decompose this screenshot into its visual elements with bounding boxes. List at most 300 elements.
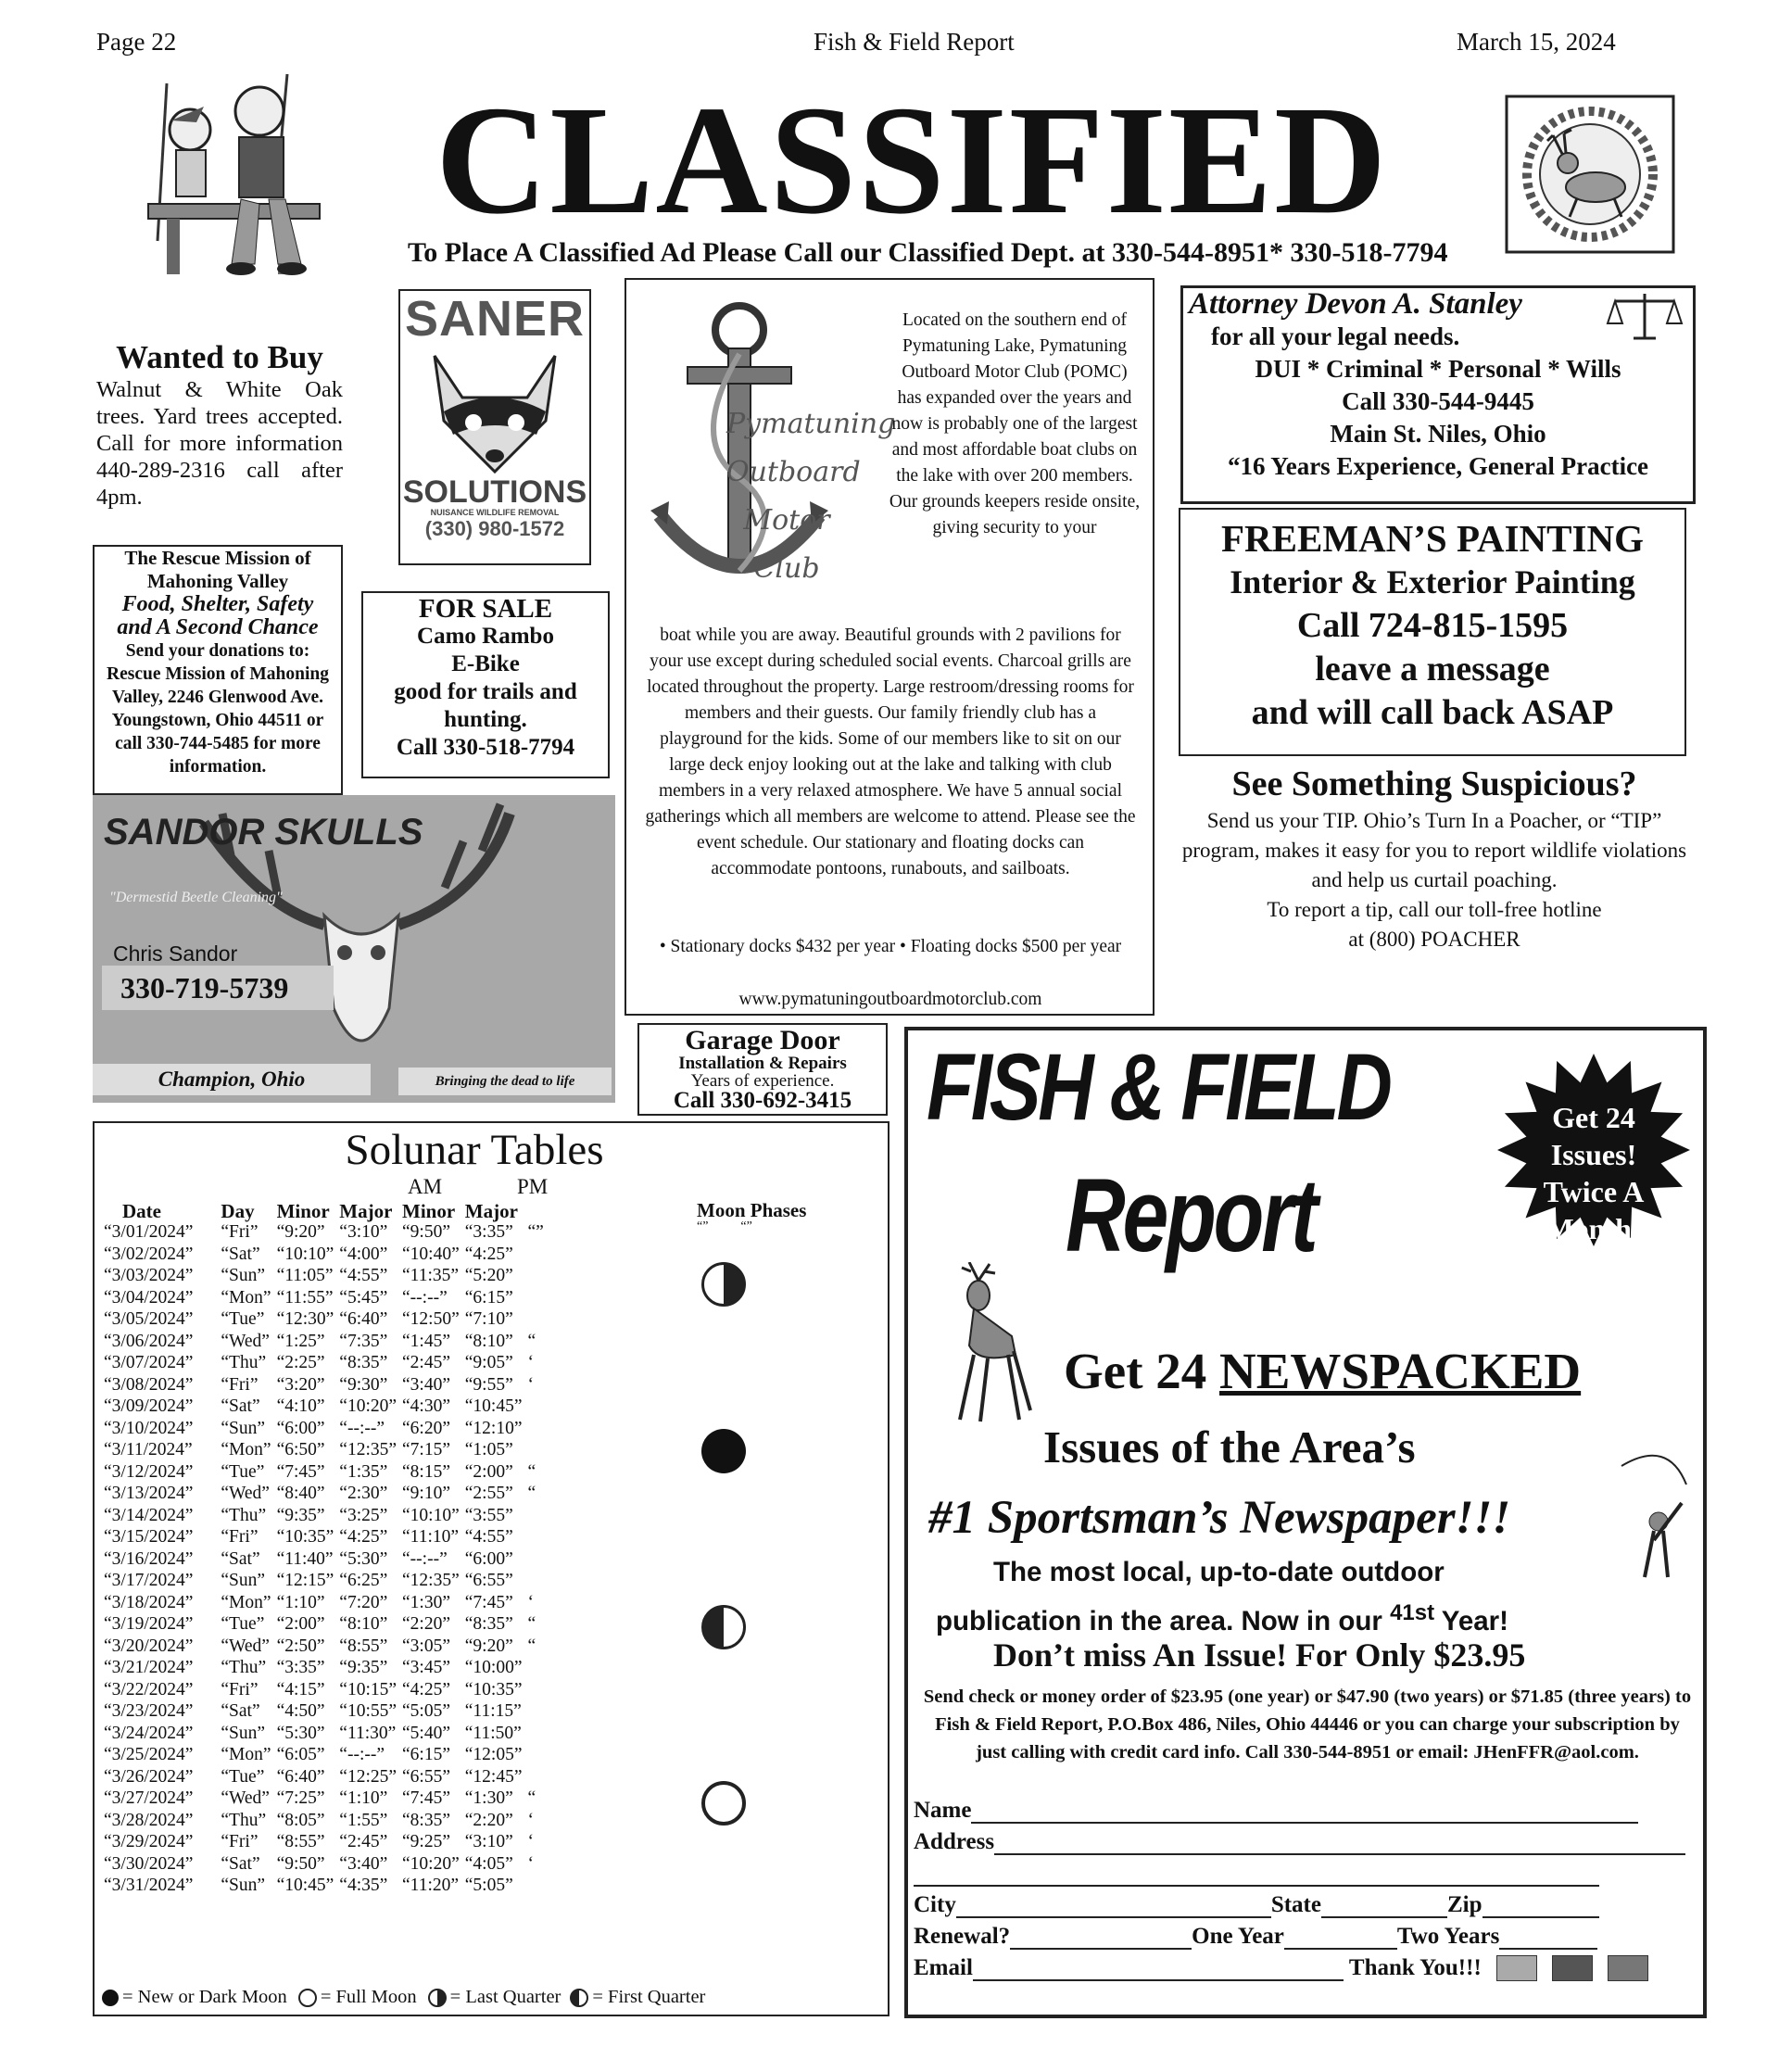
table-cell: “5:45” (339, 1287, 388, 1308)
ff-line5 (936, 1596, 1508, 1639)
table-cell: “4:25” (402, 1679, 451, 1699)
publication-name: Fish & Field Report (814, 28, 1015, 56)
table-cell (528, 1766, 549, 1788)
table-cell: “7:45” (464, 1592, 513, 1612)
table-cell: “6:25” (339, 1571, 388, 1590)
table-cell: “Sat” (221, 1853, 260, 1874)
table-cell: “3/10/2024” (104, 1418, 194, 1438)
table-cell: “Tue” (221, 1614, 265, 1634)
table-cell: “11:05” (276, 1266, 334, 1285)
freeman-title: FREEMAN’S PAINTING (1221, 517, 1644, 560)
table-cell: ‘ (527, 1853, 534, 1874)
table-cell: “Mon” (221, 1592, 271, 1612)
table-cell: “3/19/2024” (104, 1614, 194, 1634)
table-cell: “10:55” (339, 1701, 397, 1721)
attorney-line4: Main St. Niles, Ohio (1330, 420, 1546, 448)
solunar-am-label: AM (408, 1175, 443, 1198)
table-cell: “9:35” (276, 1505, 325, 1525)
table-row (104, 1875, 549, 1897)
table-cell: “5:05” (402, 1701, 451, 1721)
table-cell (528, 1439, 549, 1461)
full-moon-icon (701, 1781, 746, 1826)
table-cell: “9:20” (276, 1222, 325, 1242)
ff-line1 (1064, 1342, 1581, 1401)
legend-last-quarter: = Last Quarter (449, 1987, 561, 2007)
saner-ad (398, 289, 591, 565)
freeman-line1: Interior & Exterior Painting (1230, 563, 1635, 600)
table-cell: “Wed” (221, 1636, 270, 1656)
table-cell: “10:45” (464, 1396, 523, 1416)
table-cell: “3/14/2024” (104, 1505, 194, 1525)
subscription-ad (904, 1027, 1707, 2018)
table-cell: “8:55” (276, 1832, 325, 1851)
starburst-text: Get 24 Issues! Twice A Month! (1543, 1101, 1645, 1245)
table-cell: “4:25” (339, 1527, 388, 1547)
table-cell: ‘ (527, 1592, 534, 1612)
table-cell: “3/12/2024” (104, 1461, 194, 1482)
table-cell: “3:40” (339, 1853, 388, 1874)
table-cell: “3/21/2024” (104, 1658, 194, 1677)
table-cell: “8:10” (464, 1331, 513, 1351)
pomc-bottom-text: boat while you are away. Beautiful grounds with 2 pavilions for your use except during scheduled social events. Charcoal grills are located throughout the property. Large restroom/dressing rooms for members and their guests. Our family friendly club has a playground for the kids. Some of our members like to sit on our large deck enjoy looking out at the lake and talking with club members in a very relaxed atmosphere. We have 5 annual social gatherings which all members are welcome to attend. Please see the event schedule. Our stationary and floating docks can accommodate pontoons, runabouts, and sailboats. (645, 625, 1136, 878)
table-cell (528, 1287, 549, 1309)
table-cell: “6:40” (339, 1309, 388, 1329)
table-cell: “11:50” (464, 1723, 522, 1743)
sandor-location: Champion, Ohio (93, 1064, 371, 1095)
subscription-form (914, 1792, 1701, 1981)
for-sale-line2: E-Bike (451, 651, 520, 676)
raccoon-icon (407, 347, 583, 476)
table-cell: “Sat” (221, 1701, 260, 1721)
table-cell: “Tue” (221, 1461, 265, 1482)
col-day: Day (221, 1200, 255, 1222)
suspicious-title: See Something Suspicious? (1231, 764, 1637, 803)
for-sale-line3: good for trails and hunting. (394, 679, 577, 732)
full-moon-legend-icon (298, 1989, 317, 2007)
table-cell: “7:25” (276, 1788, 325, 1808)
table-row (104, 1853, 549, 1876)
rescue-slogan1: Food, Shelter, Safety (121, 592, 314, 616)
table-row (104, 1331, 549, 1353)
table-cell: “ (527, 1331, 536, 1351)
table-cell: “3/02/2024” (104, 1244, 194, 1264)
table-cell: “Sun” (221, 1266, 266, 1285)
table-cell: “3:45” (402, 1658, 451, 1677)
table-row (104, 1723, 549, 1745)
city-field[interactable] (956, 1896, 1271, 1918)
table-cell (528, 1723, 549, 1745)
table-cell: “2:30” (339, 1484, 388, 1503)
for-sale-ad (361, 591, 610, 778)
table-cell: “Mon” (221, 1287, 271, 1308)
table-cell: “10:20” (402, 1853, 460, 1874)
table-cell: “2:50” (276, 1636, 325, 1656)
table-cell: “6:00” (464, 1548, 513, 1569)
table-cell: “8:15” (402, 1461, 451, 1482)
table-cell (528, 1418, 549, 1440)
table-cell: “ (527, 1614, 536, 1634)
table-row (104, 1505, 549, 1527)
table-cell: “8:35” (464, 1614, 513, 1634)
table-cell: “4:50” (276, 1701, 325, 1721)
table-cell: “3/25/2024” (104, 1745, 194, 1764)
table-cell: “4:25” (464, 1244, 513, 1264)
table-cell: “Thu” (221, 1353, 267, 1372)
table-cell: “3/18/2024” (104, 1592, 194, 1612)
table-row (104, 1374, 549, 1396)
city-label: City (914, 1892, 956, 1917)
rescue-body: Send your donations to: Rescue Mission of Mahoning Valley, 2246 Glenwood Ave. Youngstown, Ohio 44511 or call 330-744-5485 for more information. (107, 641, 329, 777)
state-field[interactable] (1321, 1896, 1447, 1918)
ff-line3: #1 Sportsman’s Newspaper!!! (928, 1492, 1511, 1544)
table-cell: “Sat” (221, 1396, 260, 1416)
table-cell: “Fri” (221, 1832, 259, 1851)
table-cell: “3/11/2024” (104, 1440, 193, 1459)
table-cell: “1:45” (402, 1331, 451, 1351)
legend-new-moon: = New or Dark Moon (122, 1987, 287, 2007)
table-cell: “5:30” (339, 1548, 388, 1569)
table-cell: “10:20” (339, 1396, 397, 1416)
table-cell: “5:40” (402, 1723, 451, 1743)
attorney-line2: DUI * Criminal * Personal * Wills (1255, 355, 1621, 383)
table-cell: “4:00” (339, 1244, 388, 1264)
table-cell: “3:05” (402, 1636, 451, 1656)
col-date: Date (122, 1200, 161, 1222)
ff-logo-line2: Report (1066, 1157, 1316, 1273)
table-cell: “12:15” (276, 1571, 334, 1590)
table-cell (528, 1744, 549, 1766)
table-cell: “5:30” (276, 1723, 325, 1743)
table-cell: “3/24/2024” (104, 1723, 194, 1743)
new-moon-icon (701, 1429, 746, 1473)
classified-title: CLASSIFIED (435, 74, 1389, 246)
email-field[interactable] (973, 1959, 1344, 1981)
table-cell: “12:45” (464, 1766, 523, 1787)
table-cell: “9:55” (464, 1374, 513, 1395)
table-cell: “9:10” (402, 1484, 451, 1503)
garage-phone: Call 330-692-3415 (673, 1088, 852, 1113)
table-cell: “--:--” (339, 1745, 385, 1764)
two-years-field[interactable] (1499, 1927, 1597, 1950)
rescue-slogan2: and A Second Chance (117, 615, 319, 639)
table-cell: “9:50” (402, 1222, 451, 1242)
table-row (104, 1657, 549, 1679)
table-cell: “6:40” (276, 1766, 325, 1787)
renewal-field[interactable] (1010, 1927, 1192, 1950)
address-field[interactable] (994, 1833, 1685, 1855)
ff-line5-b: 41st (1390, 1600, 1435, 1625)
table-cell: “Thu” (221, 1658, 267, 1677)
zip-field[interactable] (1482, 1896, 1599, 1918)
table-cell: “10:45” (276, 1876, 334, 1895)
table-cell: “4:15” (276, 1679, 325, 1699)
table-cell: “Sun” (221, 1876, 266, 1895)
fishing-kids-illustration (139, 65, 334, 283)
table-cell: “5:20” (464, 1266, 513, 1285)
table-cell: “7:10” (464, 1309, 513, 1329)
table-cell: “12:10” (464, 1418, 523, 1438)
table-row (104, 1287, 549, 1309)
table-cell: “12:50” (402, 1309, 460, 1329)
table-cell: “9:05” (464, 1353, 513, 1372)
table-cell: “6:55” (464, 1571, 513, 1590)
table-cell: “11:40” (276, 1548, 334, 1569)
table-cell: “12:25” (339, 1766, 397, 1787)
table-cell: “6:05” (276, 1745, 325, 1764)
new-moon-legend-icon (102, 1990, 119, 2006)
mastercard-icon (1552, 1955, 1593, 1981)
table-cell: “3/26/2024” (104, 1766, 194, 1787)
table-cell: “ (527, 1484, 536, 1503)
sandor-slogan: Bringing the dead to life (398, 1068, 612, 1095)
state-label: State (1270, 1892, 1321, 1917)
suspicious-ad (1175, 762, 1694, 954)
name-field[interactable] (971, 1801, 1638, 1824)
ff-line2: Issues of the Area’s (1043, 1421, 1416, 1472)
table-cell (528, 1244, 549, 1266)
table-row (104, 1265, 549, 1287)
table-cell: “1:25” (276, 1331, 325, 1351)
table-cell: “10:35” (464, 1679, 523, 1699)
table-cell: “--:--” (402, 1287, 448, 1308)
table-cell: “2:00” (276, 1614, 325, 1634)
email-label: Email (914, 1955, 973, 1980)
table-row (104, 1613, 549, 1636)
freeman-painting-ad (1179, 508, 1686, 756)
pomc-prices: • Stationary docks $432 per year • Floating docks $500 per year (659, 937, 1122, 956)
table-cell: “2:25” (276, 1353, 325, 1372)
table-cell: “--:--” (402, 1548, 448, 1569)
renewal-label: Renewal? (914, 1924, 1011, 1949)
table-row (104, 1461, 549, 1484)
last-quarter-moon-icon (701, 1262, 746, 1307)
table-row (104, 1810, 549, 1832)
table-cell: “8:35” (402, 1810, 451, 1830)
for-sale-phone: Call 330-518-7794 (396, 735, 575, 760)
freeman-line3: leave a message (1315, 650, 1550, 689)
table-cell: “10:00” (464, 1658, 523, 1677)
col-major-pm: Major (464, 1200, 518, 1222)
moon-legend (102, 1987, 705, 2008)
table-row (104, 1744, 549, 1766)
place-ad-line: To Place A Classified Ad Please Call our Classified Dept. at 330-544-8951* 330-518-7794 (408, 237, 1448, 268)
table-cell: “6:15” (402, 1745, 451, 1764)
table-cell: “7:45” (276, 1461, 325, 1482)
one-year-field[interactable] (1284, 1927, 1397, 1950)
table-cell: “3:10” (339, 1222, 388, 1242)
ff-line1-a: Get 24 (1064, 1343, 1220, 1399)
table-cell: “8:35” (339, 1353, 388, 1372)
table-cell (528, 1505, 549, 1527)
attorney-line1: for all your legal needs. (1211, 322, 1460, 350)
garage-line2: Years of experience. (690, 1071, 835, 1091)
table-cell: “6:20” (402, 1418, 451, 1438)
table-cell: “9:25” (402, 1832, 451, 1851)
table-cell: “Thu” (221, 1505, 267, 1525)
attorney-line3: Call 330-544-9445 (1342, 387, 1534, 415)
ff-line1-b: NEWSPACKED (1219, 1343, 1582, 1399)
attorney-ad (1180, 285, 1696, 504)
table-cell: “Fri” (221, 1222, 259, 1242)
table-cell: “Wed” (221, 1484, 270, 1503)
table-row (104, 1352, 549, 1374)
for-sale-line1: Camo Rambo (417, 624, 554, 649)
wanted-body: Walnut & White Oak trees. Yard trees accepted. Call for more information 440-289-2316 call after 4pm. (96, 377, 343, 510)
table-cell: “3:55” (464, 1505, 513, 1525)
table-cell: “3/03/2024” (104, 1266, 194, 1285)
garage-line1: Installation & Repairs (678, 1054, 847, 1073)
table-row (104, 1396, 549, 1418)
deer-icon (923, 1262, 1034, 1429)
table-cell: “2:20” (402, 1614, 451, 1634)
attorney-line5: “16 Years Experience, General Practice (1227, 452, 1649, 480)
table-cell: “1:30” (464, 1788, 513, 1808)
table-cell: “2:20” (464, 1810, 513, 1830)
table-cell: “8:55” (339, 1636, 388, 1656)
two-years-label: Two Years (1396, 1924, 1500, 1949)
table-cell: “9:35” (339, 1658, 388, 1677)
table-cell: “7:35” (339, 1331, 388, 1351)
table-cell: “Sun” (221, 1723, 266, 1743)
table-cell: “7:15” (402, 1440, 451, 1459)
table-cell: “3:35” (464, 1222, 513, 1242)
ff-body: Send check or money order of $23.95 (one year) or $47.90 (two years) or $71.85 (three years) to Fish & Field Report, P.O.Box 486, Niles, Ohio 44446 or you can charge your subscription by just calling with credit card info. Call 330-544-8951 or email: JHenFFR@aol.com. (923, 1687, 1692, 1762)
solunar-table (104, 1201, 549, 1897)
table-cell: “11:35” (402, 1266, 460, 1285)
zip-label: Zip (1446, 1892, 1482, 1917)
table-cell: “12:35” (339, 1440, 397, 1459)
table-cell: “4:10” (276, 1396, 325, 1416)
table-cell: “3:20” (276, 1374, 325, 1395)
table-cell: “4:35” (339, 1876, 388, 1895)
table-cell: “4:55” (464, 1527, 513, 1547)
freeman-phone: Call 724-815-1595 (1296, 606, 1569, 645)
rescue-mission-ad (93, 545, 343, 795)
ff-line6: Don’t miss An Issue! For Only $23.95 (993, 1636, 1526, 1674)
last-quarter-legend-icon (428, 1989, 447, 2007)
table-cell: “3:35” (276, 1658, 325, 1677)
table-cell: “11:20” (402, 1876, 460, 1895)
table-cell: “Mon” (221, 1440, 271, 1459)
table-cell: “10:35” (276, 1527, 334, 1547)
for-sale-title: FOR SALE (418, 594, 553, 624)
table-cell: “6:15” (464, 1287, 513, 1308)
table-row (104, 1244, 549, 1266)
table-cell: “2:55” (464, 1484, 513, 1503)
name-label: Name (914, 1798, 972, 1823)
legend-full-moon: = Full Moon (320, 1987, 417, 2007)
table-cell: “6:50” (276, 1440, 325, 1459)
table-cell (528, 1679, 549, 1701)
table-cell: “ (527, 1788, 536, 1808)
table-cell: “9:20” (464, 1636, 513, 1656)
table-cell: “3:40” (402, 1374, 451, 1395)
table-cell: “5:05” (464, 1876, 513, 1895)
table-cell (528, 1265, 549, 1287)
table-cell: “Tue” (221, 1309, 265, 1329)
table-row (104, 1526, 549, 1548)
garage-title: Garage Door (685, 1025, 840, 1055)
address-field-2[interactable] (914, 1864, 1599, 1887)
table-cell: “2:00” (464, 1461, 513, 1482)
ff-logo-line1: FISH & FIELD (927, 1034, 1390, 1140)
table-cell: “3/08/2024” (104, 1374, 194, 1395)
issue-date: March 15, 2024 (1457, 28, 1616, 56)
table-cell: “Sun” (221, 1571, 266, 1590)
table-cell (528, 1700, 549, 1723)
table-cell (528, 1308, 549, 1331)
table-cell: “2:45” (402, 1353, 451, 1372)
table-cell: “7:20” (339, 1592, 388, 1612)
table-cell: “3/17/2024” (104, 1571, 194, 1590)
pomc-logo-text: Pymatuning Outboard Motor Club (726, 408, 896, 585)
solunar-title: Solunar Tables (345, 1126, 604, 1174)
table-cell: “3/06/2024” (104, 1331, 194, 1351)
table-cell: “1:35” (339, 1461, 388, 1482)
table-cell: “6:55” (402, 1766, 451, 1787)
table-cell: “12:30” (276, 1309, 334, 1329)
table-row (104, 1570, 549, 1592)
col-major-am: Major (339, 1200, 393, 1222)
first-quarter-moon-icon (701, 1605, 746, 1649)
table-row (104, 1636, 549, 1658)
table-cell: “10:15” (339, 1679, 397, 1699)
table-cell: “Sat” (221, 1244, 260, 1264)
table-cell: “11:15” (464, 1701, 522, 1721)
table-cell: “12:35” (402, 1571, 460, 1590)
sandor-service: "Dermestid Beetle Cleaning" (109, 890, 283, 905)
table-cell: “Fri” (221, 1527, 259, 1547)
first-quarter-legend-icon (570, 1989, 588, 2007)
table-cell: “3/20/2024” (104, 1636, 194, 1656)
table-row (104, 1592, 549, 1614)
table-row (104, 1548, 549, 1571)
table-cell: “3/22/2024” (104, 1679, 194, 1699)
saner-bottom-text: SOLUTIONS (402, 474, 587, 510)
suspicious-line2: To report a tip, call our toll-free hotline (1267, 898, 1602, 921)
table-cell: “3/29/2024” (104, 1832, 194, 1851)
table-row (104, 1418, 549, 1440)
sandor-phone: 330-719-5739 (102, 966, 334, 1010)
pomc-ad (625, 278, 1154, 1016)
table-cell (528, 1657, 549, 1679)
suspicious-body: Send us your TIP. Ohio’s Turn In a Poacher, or “TIP” program, makes it easy for you to report wildlife violations and help us curtail poaching. (1181, 809, 1687, 891)
legend-first-quarter: = First Quarter (592, 1987, 706, 2007)
table-row (104, 1483, 549, 1505)
table-cell: ‘ (527, 1810, 534, 1830)
sandor-title: SANDOR SKULLS (104, 812, 423, 853)
table-cell: “3/09/2024” (104, 1396, 194, 1416)
table-cell: “Wed” (221, 1788, 270, 1808)
table-cell: “3/23/2024” (104, 1701, 194, 1721)
table-cell: “3/05/2024” (104, 1309, 194, 1329)
table-cell: “1:55” (339, 1810, 388, 1830)
table-cell: “1:10” (339, 1788, 388, 1808)
table-row (104, 1831, 549, 1853)
solunar-tables (93, 1121, 890, 2016)
thank-you: Thank You!!! (1348, 1955, 1482, 1980)
table-cell: “8:40” (276, 1484, 325, 1503)
table-cell: “ (527, 1636, 536, 1656)
table-cell: “8:05” (276, 1810, 325, 1830)
garage-door-ad (637, 1023, 888, 1116)
rescue-line1: The Rescue Mission of (124, 547, 311, 569)
table-cell: “3/13/2024” (104, 1484, 194, 1503)
ff-line5-a: publication in the area. Now in our (936, 1605, 1391, 1636)
moon-phases-marks: “” “” (697, 1219, 752, 1233)
table-cell: “Sun” (221, 1418, 266, 1438)
table-cell: “10:10” (276, 1244, 334, 1264)
